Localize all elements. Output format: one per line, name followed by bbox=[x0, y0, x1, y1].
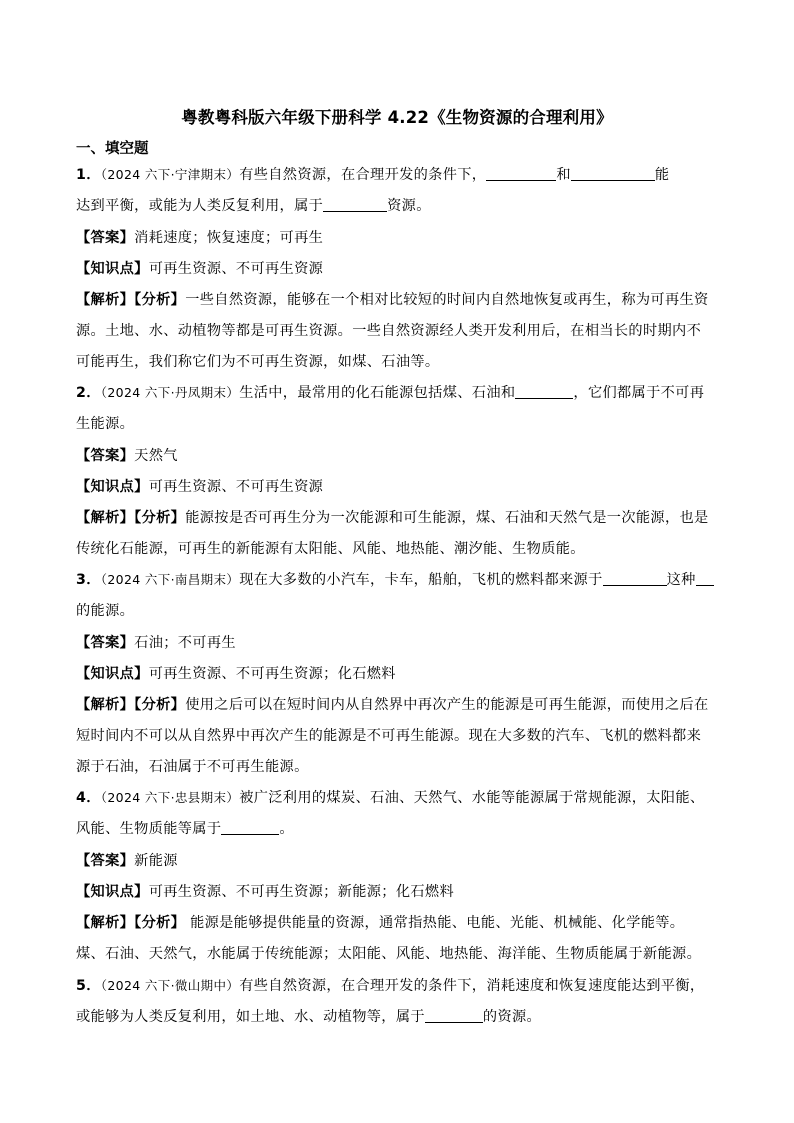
knowledge-line bbox=[76, 664, 721, 684]
question-number: 3． bbox=[76, 572, 101, 588]
analysis-line: 源。土地、水、动植物等都是可再生资源。一些自然资源经人类开发利用后，在相当长的时期内不 bbox=[76, 323, 702, 339]
fill-blank bbox=[221, 820, 279, 835]
analysis-line: 可能再生，我们称它们为不可再生资源，如煤、石油等。 bbox=[76, 354, 440, 370]
question-text: 有些自然资源，在合理开发的条件下， bbox=[239, 167, 487, 183]
answer-line bbox=[76, 633, 721, 653]
answer-tag: 【答案】 bbox=[76, 635, 135, 651]
question-text: 风能、生物质能等属于 bbox=[76, 821, 222, 837]
fill-blank bbox=[515, 384, 573, 399]
page-title: 粤教粤科版六年级下册科学 4.22《生物资源的合理利用》 bbox=[181, 108, 613, 127]
question-text: 被广泛利用的煤炭、石油、天然气、水能等能源属于常规能源，太阳能、 bbox=[239, 790, 705, 806]
analysis-line: 传统化石能源，可再生的新能源有太阳能、风能、地热能、潮汐能、生物质能。 bbox=[76, 541, 585, 557]
question-text: ，它们都属于不可再 bbox=[573, 385, 705, 401]
knowledge-text: 可再生资源、不可再生资源 bbox=[148, 479, 324, 495]
fill-blank bbox=[571, 166, 655, 181]
question-text: 这种 bbox=[666, 572, 696, 588]
question-3-line-1 bbox=[76, 570, 721, 590]
analysis-text: 能源是能够提供能量的资源，通常指热能、电能、光能、机械能、化学能等。 bbox=[185, 915, 685, 931]
knowledge-tag: 【知识点】 bbox=[76, 666, 149, 682]
section-heading: 一、填空题 bbox=[76, 141, 149, 157]
knowledge-tag: 【知识点】 bbox=[76, 261, 149, 277]
question-text: 能 bbox=[654, 167, 670, 183]
question-1-line-2 bbox=[76, 196, 721, 216]
knowledge-line bbox=[76, 477, 721, 497]
question-text: 资源。 bbox=[387, 198, 431, 214]
question-5-line-1 bbox=[76, 976, 721, 996]
question-text: 有些自然资源，在合理开发的条件下，消耗速度和恢复速度能达到平衡， bbox=[239, 978, 705, 994]
question-2-line-2: 生能源。 bbox=[76, 416, 135, 432]
answer-line bbox=[76, 446, 721, 466]
analysis-line bbox=[76, 508, 721, 528]
knowledge-tag: 【知识点】 bbox=[76, 479, 149, 495]
analysis-line bbox=[76, 695, 721, 715]
answer-text: 天然气 bbox=[134, 448, 178, 464]
fill-blank bbox=[486, 166, 556, 181]
knowledge-text: 可再生资源、不可再生资源；新能源；化石燃料 bbox=[148, 884, 454, 900]
analysis-tag: 【解析】【分析】 bbox=[76, 292, 186, 308]
question-5-line-2 bbox=[76, 1007, 721, 1027]
question-number: 2． bbox=[76, 385, 101, 401]
question-text: 和 bbox=[556, 167, 571, 183]
answer-tag: 【答案】 bbox=[76, 853, 135, 869]
question-source: （2024 六下·微山期中） bbox=[100, 978, 240, 993]
question-4-line-1 bbox=[76, 788, 721, 808]
question-text: 达到平衡，或能为人类反复利用，属于 bbox=[76, 198, 324, 214]
analysis-tag: 【解析】【分析】 bbox=[76, 697, 186, 713]
analysis-text: 一些自然资源，能够在一个相对比较短的时间内自然地恢复或再生，称为可再生资 bbox=[185, 292, 709, 308]
question-source: （2024 六下·宁津期末） bbox=[100, 167, 240, 182]
analysis-line: 源于石油，石油属于不可再生能源。 bbox=[76, 759, 309, 775]
question-1-line-1 bbox=[76, 165, 721, 185]
knowledge-text: 可再生资源、不可再生资源；化石燃料 bbox=[148, 666, 396, 682]
analysis-line: 煤、石油、天然气，水能属于传统能源；太阳能、风能、地热能、海洋能、生物质能属于新能源。 bbox=[76, 946, 702, 962]
knowledge-tag: 【知识点】 bbox=[76, 884, 149, 900]
question-text: 或能够为人类反复利用，如土地、水、动植物等，属于 bbox=[76, 1009, 425, 1025]
question-text: 现在大多数的小汽车，卡车，船舶，飞机的燃料都来源于 bbox=[239, 572, 603, 588]
question-3-line-2: 的能源。 bbox=[76, 603, 135, 619]
question-source: （2024 六下·南昌期末） bbox=[100, 572, 240, 587]
knowledge-line bbox=[76, 259, 721, 279]
question-number: 4． bbox=[76, 790, 101, 806]
fill-blank bbox=[603, 571, 667, 586]
analysis-line bbox=[76, 290, 721, 310]
answer-line bbox=[76, 228, 721, 248]
answer-line bbox=[76, 851, 721, 871]
knowledge-text: 可再生资源、不可再生资源 bbox=[148, 261, 324, 277]
analysis-line bbox=[76, 913, 721, 933]
answer-tag: 【答案】 bbox=[76, 448, 135, 464]
analysis-text: 能源按是否可再生分为一次能源和可生能源，煤、石油和天然气是一次能源，也是 bbox=[185, 510, 709, 526]
answer-tag: 【答案】 bbox=[76, 230, 135, 246]
question-text: 的资源。 bbox=[482, 1009, 542, 1025]
analysis-tag: 【解析】【分析】 bbox=[76, 915, 186, 931]
question-source: （2024 六下·忠县期末） bbox=[100, 790, 240, 805]
answer-text: 新能源 bbox=[134, 853, 178, 869]
fill-blank bbox=[696, 571, 714, 586]
answer-text: 石油；不可再生 bbox=[134, 635, 236, 651]
analysis-tag: 【解析】【分析】 bbox=[76, 510, 186, 526]
fill-blank bbox=[425, 1008, 483, 1023]
question-2-line-1 bbox=[76, 383, 721, 403]
question-text: 。 bbox=[279, 821, 294, 837]
analysis-text: 使用之后可以在短时间内从自然界中再次产生的能源是可再生能源，而使用之后在 bbox=[185, 697, 709, 713]
question-4-line-2 bbox=[76, 819, 721, 839]
answer-text: 消耗速度；恢复速度；可再生 bbox=[134, 230, 324, 246]
question-text: 生活中，最常用的化石能源包括煤、石油和 bbox=[239, 385, 516, 401]
fill-blank bbox=[323, 197, 387, 212]
question-number: 1． bbox=[76, 167, 101, 183]
knowledge-line bbox=[76, 882, 721, 902]
question-source: （2024 六下·丹凤期末） bbox=[100, 385, 240, 400]
analysis-line: 短时间内不可以从自然界中再次产生的能源是不可再生能源。现在大多数的汽车、飞机的燃料都来 bbox=[76, 728, 702, 744]
question-number: 5． bbox=[76, 978, 101, 994]
